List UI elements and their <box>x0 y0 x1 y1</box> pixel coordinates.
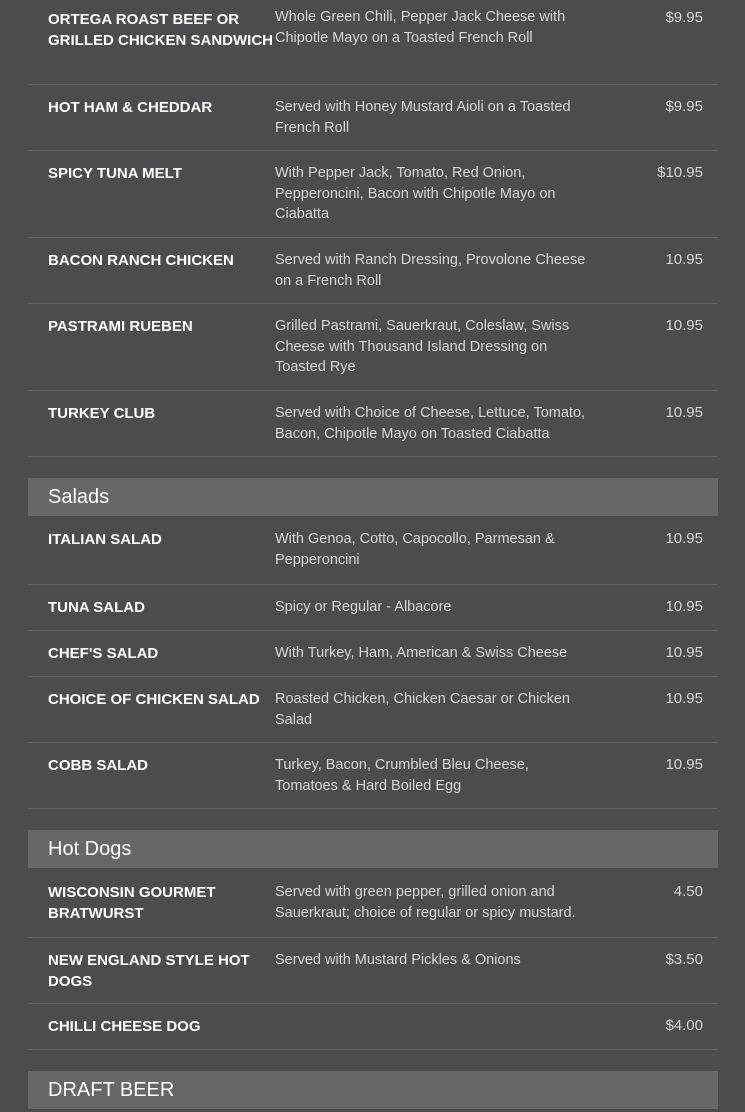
menu-item <box>28 938 718 1004</box>
item-price: $3.50 <box>665 951 703 968</box>
menu-item <box>28 516 718 585</box>
item-name: WISCONSIN GOURMET BRATWURST <box>48 884 216 922</box>
menu-item <box>28 1004 718 1050</box>
item-description: Roasted Chicken, Chicken Caesar or Chicken Salad <box>275 691 570 728</box>
item-name: COBB SALAD <box>48 757 148 774</box>
menu-item <box>28 677 718 743</box>
item-price: 10.95 <box>665 690 703 707</box>
item-price: 10.95 <box>665 756 703 773</box>
item-price: 10.95 <box>665 251 703 268</box>
item-description: Spicy or Regular - Albacore <box>275 599 452 615</box>
menu-item <box>28 238 718 304</box>
item-price: $4.00 <box>665 1017 703 1034</box>
section-header-draft-beer: DRAFT BEER <box>28 1071 718 1109</box>
item-description: Served with Honey Mustard Aioli on a Toasted French Roll <box>275 99 571 136</box>
item-price: 10.95 <box>665 317 703 334</box>
item-name: SPICY TUNA MELT <box>48 165 182 182</box>
item-price: 10.95 <box>665 644 703 661</box>
item-name: PASTRAMI RUEBEN <box>48 318 193 335</box>
item-description: With Genoa, Cotto, Capocollo, Parmesan & Pepperoncini <box>275 531 555 568</box>
menu-item <box>28 151 718 238</box>
item-name: HOT HAM & CHEDDAR <box>48 99 213 116</box>
section-header-hot-dogs: Hot Dogs <box>28 830 718 868</box>
item-description: With Pepper Jack, Tomato, Red Onion, Pepperoncini, Bacon with Chipotle Mayo on Ciabatta <box>275 165 556 222</box>
item-description: Served with Mustard Pickles & Onions <box>275 952 521 968</box>
item-name: ORTEGA ROAST BEEF OR GRILLED CHICKEN SANDWICH <box>48 11 273 49</box>
item-description <box>275 1004 595 1049</box>
item-description: Turkey, Bacon, Crumbled Bleu Cheese, Tomatoes & Hard Boiled Egg <box>275 757 529 794</box>
item-price: 10.95 <box>665 598 703 615</box>
menu-item <box>28 391 718 457</box>
menu-item <box>28 868 718 938</box>
item-name: CHILLI CHEESE DOG <box>48 1018 201 1035</box>
menu-item <box>28 0 718 85</box>
item-price: $9.95 <box>665 9 703 26</box>
item-description: Served with green pepper, grilled onion and Sauerkraut; choice of regular or spicy mustard. <box>275 884 576 921</box>
item-name: CHOICE OF CHICKEN SALAD <box>48 691 260 708</box>
menu-item <box>28 304 718 391</box>
menu-item <box>28 85 718 151</box>
item-price: $9.95 <box>665 98 703 115</box>
item-name: TUNA SALAD <box>48 599 145 616</box>
item-description: With Turkey, Ham, American & Swiss Cheese <box>275 645 568 661</box>
item-name: ITALIAN SALAD <box>48 531 162 548</box>
item-name: BACON RANCH CHICKEN <box>48 252 234 269</box>
item-price: 10.95 <box>665 530 703 547</box>
item-price: 4.50 <box>673 883 703 900</box>
menu-item <box>28 631 718 677</box>
menu <box>28 0 718 1109</box>
item-name: CHEF'S SALAD <box>48 645 159 662</box>
item-price: $10.95 <box>657 164 703 181</box>
menu-item <box>28 743 718 809</box>
item-description: Grilled Pastrami, Sauerkraut, Coleslaw, Swiss Cheese with Thousand Island Dressing on Toasted Rye <box>275 318 570 375</box>
item-price: 10.95 <box>665 404 703 421</box>
menu-item <box>28 585 718 631</box>
item-name: TURKEY CLUB <box>48 405 156 422</box>
item-description: Served with Ranch Dressing, Provolone Cheese on a French Roll <box>275 252 586 289</box>
section-header-salads: Salads <box>28 478 718 516</box>
item-description: Served with Choice of Cheese, Lettuce, Tomato, Bacon, Chipotle Mayo on Toasted Ciabatta <box>275 405 586 442</box>
item-description: Whole Green Chili, Pepper Jack Cheese with Chipotle Mayo on a Toasted French Roll <box>275 9 566 46</box>
item-name: NEW ENGLAND STYLE HOT DOGS <box>48 952 250 990</box>
